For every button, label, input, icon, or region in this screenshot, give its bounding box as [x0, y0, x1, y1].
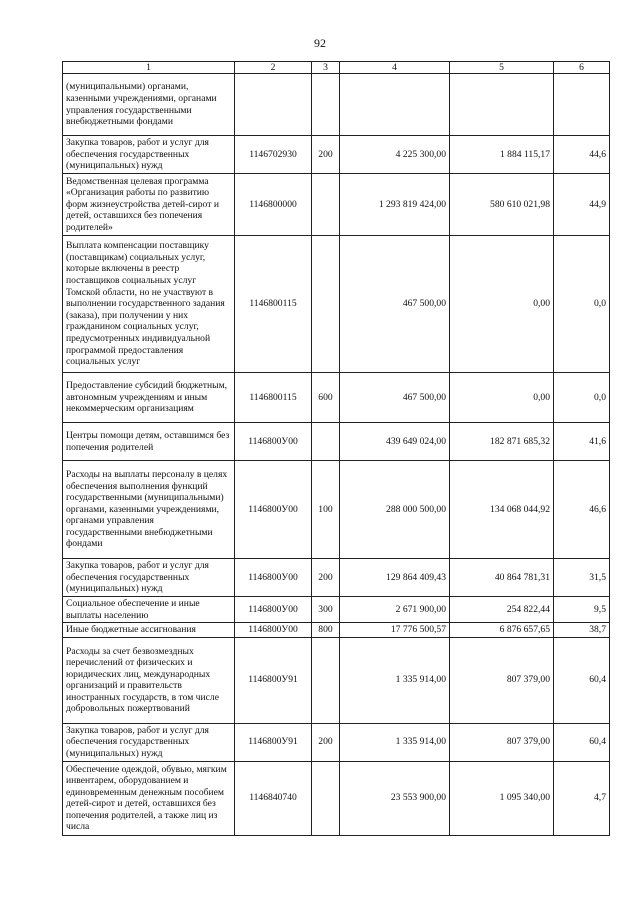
column-header: 5 — [450, 62, 554, 74]
table-row — [63, 373, 610, 423]
cell-name: Выплата компенсации поставщику (поставщикам) социальных услуг, которые включены в реестр поставщиков социальных услуг Томской области, но не участвуют в выполнении государственного задания (заказа), при получении у них гражданином социальных услуг, предусмотренных индивидуальной программой предоставления социальных услуг — [63, 236, 235, 373]
cell-actual-amount: 40 864 781,31 — [450, 559, 554, 597]
cell-actual-amount: 807 379,00 — [450, 637, 554, 723]
cell-plan-amount: 1 293 819 424,00 — [340, 174, 450, 236]
table-row — [63, 723, 610, 761]
cell-name: Ведомственная целевая программа «Организация работы по развитию форм жизнеустройства детей-сирот и детей, оставшихся без попечения родителей» — [63, 174, 235, 236]
header-row — [63, 62, 610, 74]
table-body — [63, 74, 610, 836]
cell-percent: 31,5 — [554, 559, 610, 597]
cell-plan-amount: 17 776 500,57 — [340, 623, 450, 638]
cell-expense-type: 800 — [312, 623, 340, 638]
cell-name: Закупка товаров, работ и услуг для обеспечения государственных (муниципальных) нужд — [63, 723, 235, 761]
cell-plan-amount: 467 500,00 — [340, 236, 450, 373]
cell-code: 1146800У00 — [235, 623, 312, 638]
cell-plan-amount: 2 671 900,00 — [340, 597, 450, 623]
column-header: 4 — [340, 62, 450, 74]
budget-table — [62, 61, 610, 836]
cell-expense-type — [312, 74, 340, 136]
cell-expense-type — [312, 423, 340, 461]
cell-actual-amount: 254 822,44 — [450, 597, 554, 623]
column-header: 2 — [235, 62, 312, 74]
cell-actual-amount: 580 610 021,98 — [450, 174, 554, 236]
table-row — [63, 761, 610, 835]
cell-percent: 4,7 — [554, 761, 610, 835]
cell-percent — [554, 74, 610, 136]
cell-expense-type: 200 — [312, 136, 340, 174]
column-header: 3 — [312, 62, 340, 74]
cell-code: 1146800У00 — [235, 423, 312, 461]
cell-plan-amount: 129 864 409,43 — [340, 559, 450, 597]
cell-percent: 38,7 — [554, 623, 610, 638]
cell-plan-amount — [340, 74, 450, 136]
cell-code: 1146840740 — [235, 761, 312, 835]
cell-code: 1146800115 — [235, 373, 312, 423]
cell-code: 1146800У00 — [235, 597, 312, 623]
table-row — [63, 236, 610, 373]
table-row — [63, 74, 610, 136]
column-header: 1 — [63, 62, 235, 74]
cell-plan-amount: 439 649 024,00 — [340, 423, 450, 461]
cell-percent: 44,6 — [554, 136, 610, 174]
cell-code: 1146800115 — [235, 236, 312, 373]
cell-name: Центры помощи детям, оставшимся без попечения родителей — [63, 423, 235, 461]
cell-code: 1146800У00 — [235, 559, 312, 597]
cell-expense-type — [312, 174, 340, 236]
cell-name: Расходы на выплаты персоналу в целях обеспечения выполнения функций государственными (муниципальными) органами, казенными учреждениями, органами управления государственными внебюджетными фондами — [63, 461, 235, 559]
table-row — [63, 174, 610, 236]
cell-expense-type: 200 — [312, 559, 340, 597]
cell-code: 1146800У91 — [235, 637, 312, 723]
cell-expense-type: 600 — [312, 373, 340, 423]
cell-name: Закупка товаров, работ и услуг для обеспечения государственных (муниципальных) нужд — [63, 559, 235, 597]
cell-plan-amount: 4 225 300,00 — [340, 136, 450, 174]
cell-actual-amount: 0,00 — [450, 373, 554, 423]
cell-name: (муниципальными) органами, казенными учреждениями, органами управления государственными внебюджетными фондами — [63, 74, 235, 136]
cell-plan-amount: 1 335 914,00 — [340, 723, 450, 761]
table-row — [63, 559, 610, 597]
table-header — [63, 62, 610, 74]
cell-percent: 60,4 — [554, 723, 610, 761]
cell-percent: 9,5 — [554, 597, 610, 623]
cell-percent: 44,9 — [554, 174, 610, 236]
cell-expense-type — [312, 637, 340, 723]
cell-actual-amount: 1 884 115,17 — [450, 136, 554, 174]
cell-code — [235, 74, 312, 136]
cell-percent: 46,6 — [554, 461, 610, 559]
table-row — [63, 597, 610, 623]
cell-plan-amount: 288 000 500,00 — [340, 461, 450, 559]
cell-plan-amount: 23 553 900,00 — [340, 761, 450, 835]
table-row — [63, 423, 610, 461]
table-row — [63, 637, 610, 723]
cell-expense-type — [312, 236, 340, 373]
cell-actual-amount: 182 871 685,32 — [450, 423, 554, 461]
cell-code: 1146800000 — [235, 174, 312, 236]
cell-name: Обеспечение одеждой, обувью, мягким инвентарем, оборудованием и единовременным денежным пособием детей-сирот и детей, оставшихся без попечения родителей, а также лиц из числа — [63, 761, 235, 835]
cell-percent: 0,0 — [554, 373, 610, 423]
cell-name: Закупка товаров, работ и услуг для обеспечения государственных (муниципальных) нужд — [63, 136, 235, 174]
table-row — [63, 461, 610, 559]
cell-name: Социальное обеспечение и иные выплаты населению — [63, 597, 235, 623]
cell-expense-type: 300 — [312, 597, 340, 623]
cell-code: 1146702930 — [235, 136, 312, 174]
column-header: 6 — [554, 62, 610, 74]
cell-name: Расходы за счет безвозмездных перечислений от физических и юридических лиц, международных организаций и правительств иностранных государств, в том числе добровольных пожертвований — [63, 637, 235, 723]
cell-actual-amount — [450, 74, 554, 136]
cell-expense-type — [312, 761, 340, 835]
table-row — [63, 136, 610, 174]
cell-actual-amount: 134 068 044,92 — [450, 461, 554, 559]
cell-name: Иные бюджетные ассигнования — [63, 623, 235, 638]
cell-actual-amount: 807 379,00 — [450, 723, 554, 761]
cell-percent: 41,6 — [554, 423, 610, 461]
cell-actual-amount: 0,00 — [450, 236, 554, 373]
cell-percent: 0,0 — [554, 236, 610, 373]
cell-plan-amount: 467 500,00 — [340, 373, 450, 423]
cell-code: 1146800У91 — [235, 723, 312, 761]
cell-expense-type: 200 — [312, 723, 340, 761]
table-row — [63, 623, 610, 638]
cell-expense-type: 100 — [312, 461, 340, 559]
cell-code: 1146800У00 — [235, 461, 312, 559]
cell-actual-amount: 1 095 340,00 — [450, 761, 554, 835]
cell-actual-amount: 6 876 657,65 — [450, 623, 554, 638]
cell-plan-amount: 1 335 914,00 — [340, 637, 450, 723]
cell-percent: 60,4 — [554, 637, 610, 723]
page-number: 92 — [314, 36, 326, 50]
cell-name: Предоставление субсидий бюджетным, автономным учреждениям и иным некоммерческим организациям — [63, 373, 235, 423]
